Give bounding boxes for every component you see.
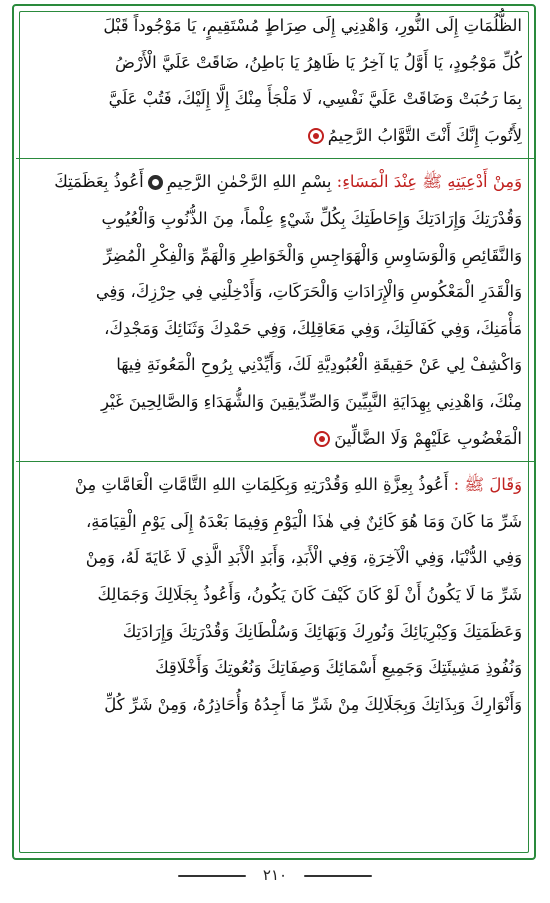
text-line: وَعَظَمَتِكَ وَكِبْرِيَائِكَ وَنُورِكَ وَبَهَائِكَ وَسُلْطَانِكَ وَقُدْرَتِكَ وَإِرَادَتِكَ — [122, 621, 522, 641]
text-line: وَفِي الدُّنْيَا، وَفِي الْآخِرَةِ، وَفِي الْأَبَدِ، وَأَبَدِ الْأَبَدِ الَّذِي لَا غَايَةَ لَهُ، وَمِنْ — [85, 548, 522, 568]
text-line: وَالْقَدَرِ الْمَعْكُوسِ وَالْإِرَادَاتِ وَالْحَرَكَاتِ، وَأَدْخِلْنِي فِي حِرْزِكَ، وَفِي — [95, 282, 522, 302]
text-line: مِنْكَ، وَاهْدِنِي بِهِدَايَةِ النَّبِيِّينَ وَالصِّدِّيقِينَ وَالشُّهَدَاءِ وَالصَّالِحِينَ غَيْرِ — [101, 391, 522, 411]
basmala: بِسْمِ اللهِ الرَّحْمٰنِ الرَّحِيمِ — [166, 172, 332, 192]
text-line: وَنُفُوذِ مَشِيئَتِكَ وَجَمِيعِ أَسْمَائِكَ وَصِفَاتِكَ وَنُعُوتِكَ وَأَخْلَاقِكَ — [155, 658, 522, 678]
verse-mark-icon — [148, 175, 163, 190]
text-line: شَرِّ مَا كَانَ وَمَا هُوَ كَائِنٌ فِي هٰذَا الْيَوْمِ وَفِيمَا بَعْدَهُ إِلَى يَوْمِ الْقِيَامَةِ، — [85, 511, 522, 531]
text-line: كُلِّ مَوْجُودٍ، يَا أَوَّلُ يَا آخِرُ يَا ظَاهِرُ يَا بَاطِنُ، ضَاقَتْ عَلَيَّ الْأَرْضُ — [115, 52, 522, 72]
text-segment: أَعُوذُ بِعِزَّةِ اللهِ وَقُدْرَتِهِ وَبِكَلِمَاتِ اللهِ التَّامَّاتِ الْعَامَّاتِ مِنْ — [74, 475, 449, 495]
section-heading-line — [28, 467, 522, 504]
text-body — [28, 8, 522, 723]
text-line: شَرِّ مَا لَا يَكُونُ أَنْ لَوْ كَانَ كَيْفَ كَانَ يَكُونُ، وَأَعُوذُ بِجَلَالِكَ وَجَمَالِكَ — [97, 584, 522, 604]
text-line: مَأْمَنِكَ، وَفِي كَفَالَتِكَ، وَفِي مَعَاقِلِكَ، وَفِي حَمْدِكَ وَثَنَائِكَ وَمَجْدِكَ، — [104, 318, 522, 338]
text-line-end — [28, 421, 522, 458]
text-line: بِمَا رَحُبَتْ وَضَاقَتْ عَلَيَّ نَفْسِي، لَا مَلْجَأَ مِنْكَ إِلَّا إِلَيْكَ، فَتُبْ عَلَيَّ — [108, 89, 522, 109]
section-divider — [28, 154, 522, 164]
rosette-icon — [314, 431, 330, 447]
footer-ornament-right — [304, 875, 372, 877]
section-heading: وَقَالَ ﷺ : — [453, 475, 522, 495]
text-line: وَقُدْرَتِكَ وَإِرَادَتِكَ وَإِحَاطَتِكَ بِكُلِّ شَيْءٍ عِلْماً، مِنَ الذُّنُوبِ وَالْعُيُوبِ — [101, 208, 522, 228]
page-footer — [0, 866, 550, 896]
text-segment: الْمَغْضُوبِ عَلَيْهِمْ وَلَا الضَّالِّينَ — [334, 428, 522, 448]
text-segment: لِأَتُوبَ إِنَّكَ أَنْتَ التَّوَّابُ الرَّحِيمُ — [327, 125, 522, 145]
text-line: وَالنَّقَائِصِ وَالْوَسَاوِسِ وَالْهَوَاجِسِ وَالْخَوَاطِرِ وَالْهَمِّ وَالْفِكْرِ الْمُضِرِّ — [103, 245, 522, 265]
section-heading: وَمِنْ أَدْعِيَتِهِ ﷺ عِنْدَ الْمَسَاءِ: — [336, 172, 522, 192]
text-line: الظُّلُمَاتِ إِلَى النُّورِ، وَاهْدِنِي إِلَى صِرَاطٍ مُسْتَقِيمٍ، يَا مَوْجُوداً قَبْلَ — [103, 16, 522, 35]
section-heading-line — [28, 164, 522, 201]
rosette-icon — [308, 128, 324, 144]
text-line: وَاكْشِفْ لِي عَنْ حَقِيقَةِ الْعُبُودِيَّةِ لَكَ، وَأَيِّدْنِي بِرُوحِ الْمَعُونَةِ فِيهَا — [116, 355, 522, 375]
text-line-end — [28, 118, 522, 155]
footer-ornament-left — [178, 875, 246, 877]
text-line: وَأَنْوَارِكَ وَبِذَاتِكَ وَبِجَلَالِكَ مِنْ شَرِّ مَا أَجِدُهُ وَأُحَاذِرُهُ، وَمِنْ شَرِّ كُلِّ — [104, 694, 522, 714]
text-segment: أَعُوذُ بِعَظَمَتِكَ — [54, 172, 144, 192]
page-number: ٢١٠ — [262, 866, 288, 884]
section-divider — [28, 457, 522, 467]
